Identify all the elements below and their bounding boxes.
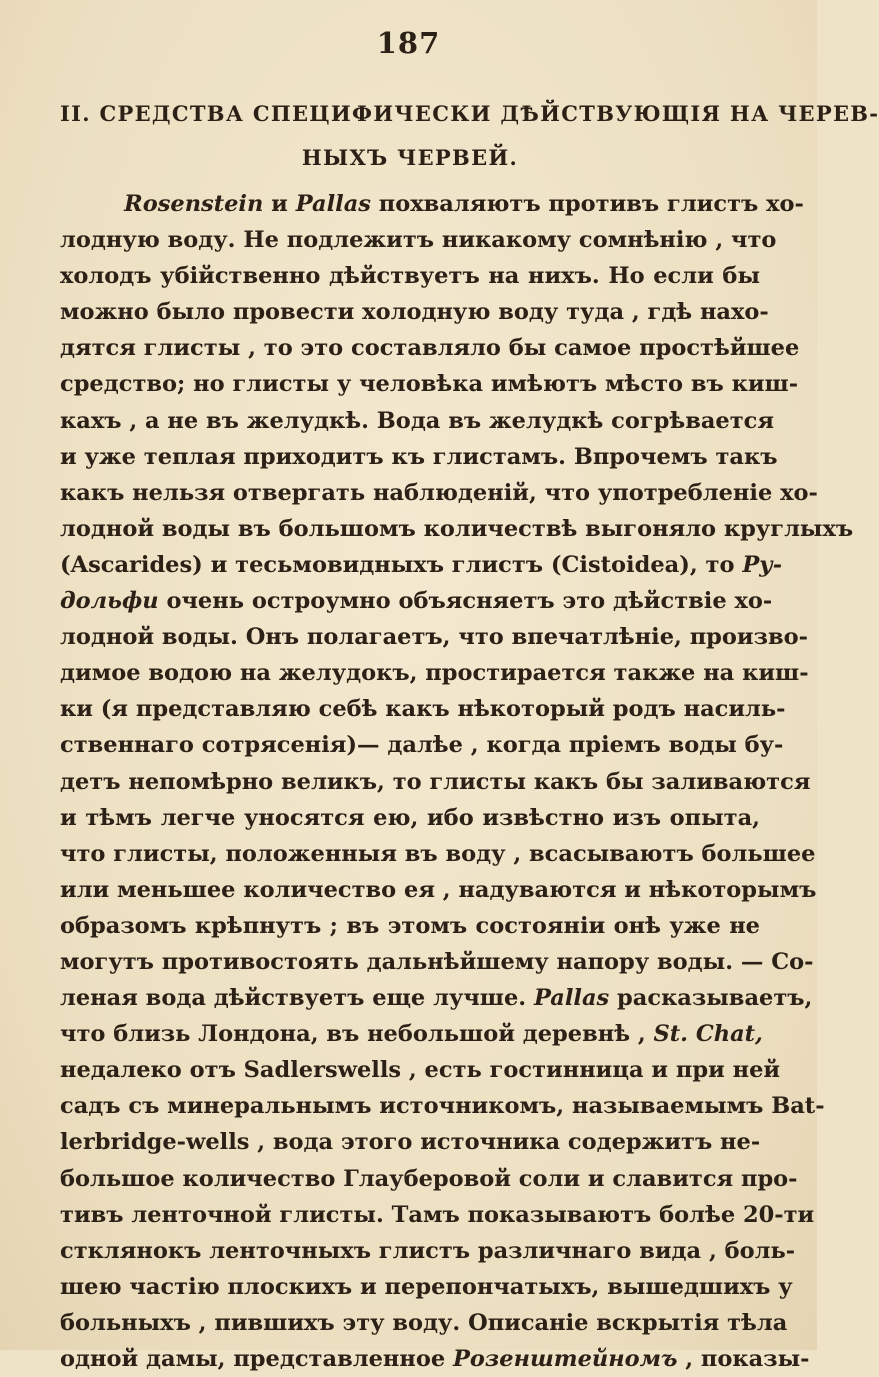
italic-text: Pallas bbox=[295, 191, 371, 217]
text-run: что глисты, положенныя въ воду , всасываютъ большее bbox=[60, 840, 816, 867]
text-line bbox=[60, 655, 809, 691]
text-line bbox=[60, 186, 804, 222]
text-line bbox=[60, 727, 784, 763]
text-line bbox=[60, 1161, 798, 1197]
text-line bbox=[60, 511, 854, 547]
italic-text: Pallas bbox=[533, 985, 610, 1012]
text-run: расказываетъ, bbox=[609, 985, 813, 1012]
italic-text: Ру- bbox=[742, 551, 783, 578]
text-run: или меньшее количество ея , надуваются и нѣкоторымъ bbox=[60, 876, 817, 903]
italic-text: St. Chat, bbox=[653, 1021, 763, 1048]
text-run: можно было провести холодную воду туда , гдѣ нахо- bbox=[60, 299, 769, 326]
text-run: садъ съ минеральнымъ источникомъ, называемымъ Bat- bbox=[60, 1093, 825, 1120]
text-line bbox=[60, 583, 773, 619]
text-line bbox=[60, 872, 817, 908]
text-run: lerbridge-wells , вода этого источника содержитъ не- bbox=[60, 1129, 761, 1156]
body-paragraph bbox=[60, 186, 854, 1377]
text-run: дятся глисты , то это составляло бы самое простѣйшее bbox=[60, 335, 800, 362]
text-run: тивъ ленточной глисты. Тамъ показываютъ болѣе 20-ти bbox=[60, 1201, 815, 1228]
text-line bbox=[60, 1341, 810, 1377]
text-line bbox=[60, 764, 811, 800]
text-run: стклянокъ ленточныхъ глистъ различнаго вида , боль- bbox=[60, 1237, 796, 1264]
text-line bbox=[60, 1197, 815, 1233]
text-line bbox=[60, 366, 799, 402]
text-line bbox=[60, 1052, 781, 1088]
text-line bbox=[60, 908, 760, 944]
text-line bbox=[60, 800, 760, 836]
text-line bbox=[60, 330, 800, 366]
text-line bbox=[60, 1305, 788, 1341]
text-line bbox=[60, 1269, 793, 1305]
text-line bbox=[60, 222, 777, 258]
text-run: шею частію плоскихъ и перепончатыхъ, вышедшихъ у bbox=[60, 1273, 793, 1300]
text-line bbox=[60, 439, 778, 475]
text-line bbox=[60, 475, 818, 511]
text-run: холодъ убійственно дѣйствуетъ на нихъ. Но если бы bbox=[60, 263, 760, 290]
text-run: очень остроумно объясняетъ это дѣйствіе хо- bbox=[158, 588, 773, 615]
text-run: недалеко отъ Sadlerswells , есть гостинница и при ней bbox=[60, 1057, 781, 1084]
text-run: одной дамы, представленное bbox=[60, 1346, 453, 1372]
text-run: и bbox=[263, 191, 296, 217]
italic-text: дольфи bbox=[60, 588, 159, 615]
text-run: большое количество Глауберовой соли и славится про- bbox=[60, 1165, 798, 1192]
text-run: лодной воды. Онъ полагаетъ, что впечатлѣніе, произво- bbox=[60, 624, 808, 651]
text-run: , показы- bbox=[677, 1346, 810, 1372]
page-number: 187 bbox=[376, 26, 441, 60]
text-run: лодную воду. Не подлежитъ никакому сомнѣнію , что bbox=[60, 227, 777, 254]
text-run: и тѣмъ легче уносятся ею, ибо извѣстно изъ опыта, bbox=[60, 804, 760, 831]
text-run: похваляютъ противъ глистъ хо- bbox=[370, 191, 804, 217]
text-run: леная вода дѣйствуетъ еще лучше. bbox=[60, 985, 534, 1012]
text-run: какъ нельзя отвергать наблюденій, что употребленіе хо- bbox=[60, 479, 818, 506]
italic-text: Rosenstein bbox=[124, 191, 264, 217]
text-line bbox=[60, 547, 783, 583]
text-line bbox=[60, 980, 813, 1016]
text-run: образомъ крѣпнутъ ; въ этомъ состояніи онѣ уже не bbox=[60, 912, 760, 939]
text-line bbox=[60, 1233, 796, 1269]
text-line bbox=[60, 691, 786, 727]
text-line bbox=[60, 944, 814, 980]
text-run: (Ascarides) и тесьмовидныхъ глистъ (Cistoidea), то bbox=[60, 551, 743, 578]
text-run: димое водою на желудокъ, простирается также на киш- bbox=[60, 660, 809, 687]
section-heading-line-2: НЫХЪ ЧЕРВЕЙ. bbox=[301, 145, 519, 170]
section-heading bbox=[60, 92, 879, 180]
text-run: больныхъ , пившихъ эту воду. Описаніе вскрытія тѣла bbox=[60, 1309, 788, 1336]
text-line bbox=[60, 836, 816, 872]
text-line bbox=[60, 294, 769, 330]
section-heading-line-1: II. СРЕДСТВА СПЕЦИФИЧЕСКИ ДѢЙСТВУЮЩІЯ НА ЧЕРЕВ- bbox=[60, 101, 879, 126]
text-run: ки (я представляю себѣ какъ нѣкоторый родъ насиль- bbox=[60, 696, 786, 723]
text-line bbox=[60, 619, 808, 655]
text-run: средство; но глисты у человѣка имѣютъ мѣсто въ киш- bbox=[60, 371, 799, 398]
text-run: лодной воды въ большомъ количествѣ выгоняло круглыхъ bbox=[60, 515, 854, 542]
text-run: что близь Лондона, въ небольшой деревнѣ , bbox=[60, 1021, 654, 1048]
text-line bbox=[60, 1016, 763, 1052]
text-run: детъ непомѣрно великъ, то глисты какъ бы заливаются bbox=[60, 768, 811, 795]
italic-text: Розенштейномъ bbox=[452, 1346, 678, 1372]
text-run: и уже теплая приходитъ къ глистамъ. Впрочемъ такъ bbox=[60, 443, 778, 470]
text-run: могутъ противостоять дальнѣйшему напору воды. — Со- bbox=[60, 948, 814, 975]
text-line bbox=[60, 258, 760, 294]
text-line bbox=[60, 1124, 760, 1160]
text-run: кахъ , а не въ желудкѣ. Вода въ желудкѣ согрѣвается bbox=[60, 407, 774, 434]
text-run: ственнаго сотрясенія)— далѣе , когда пріемъ воды бу- bbox=[60, 732, 784, 759]
text-line bbox=[60, 1088, 825, 1124]
text-line bbox=[60, 403, 774, 439]
